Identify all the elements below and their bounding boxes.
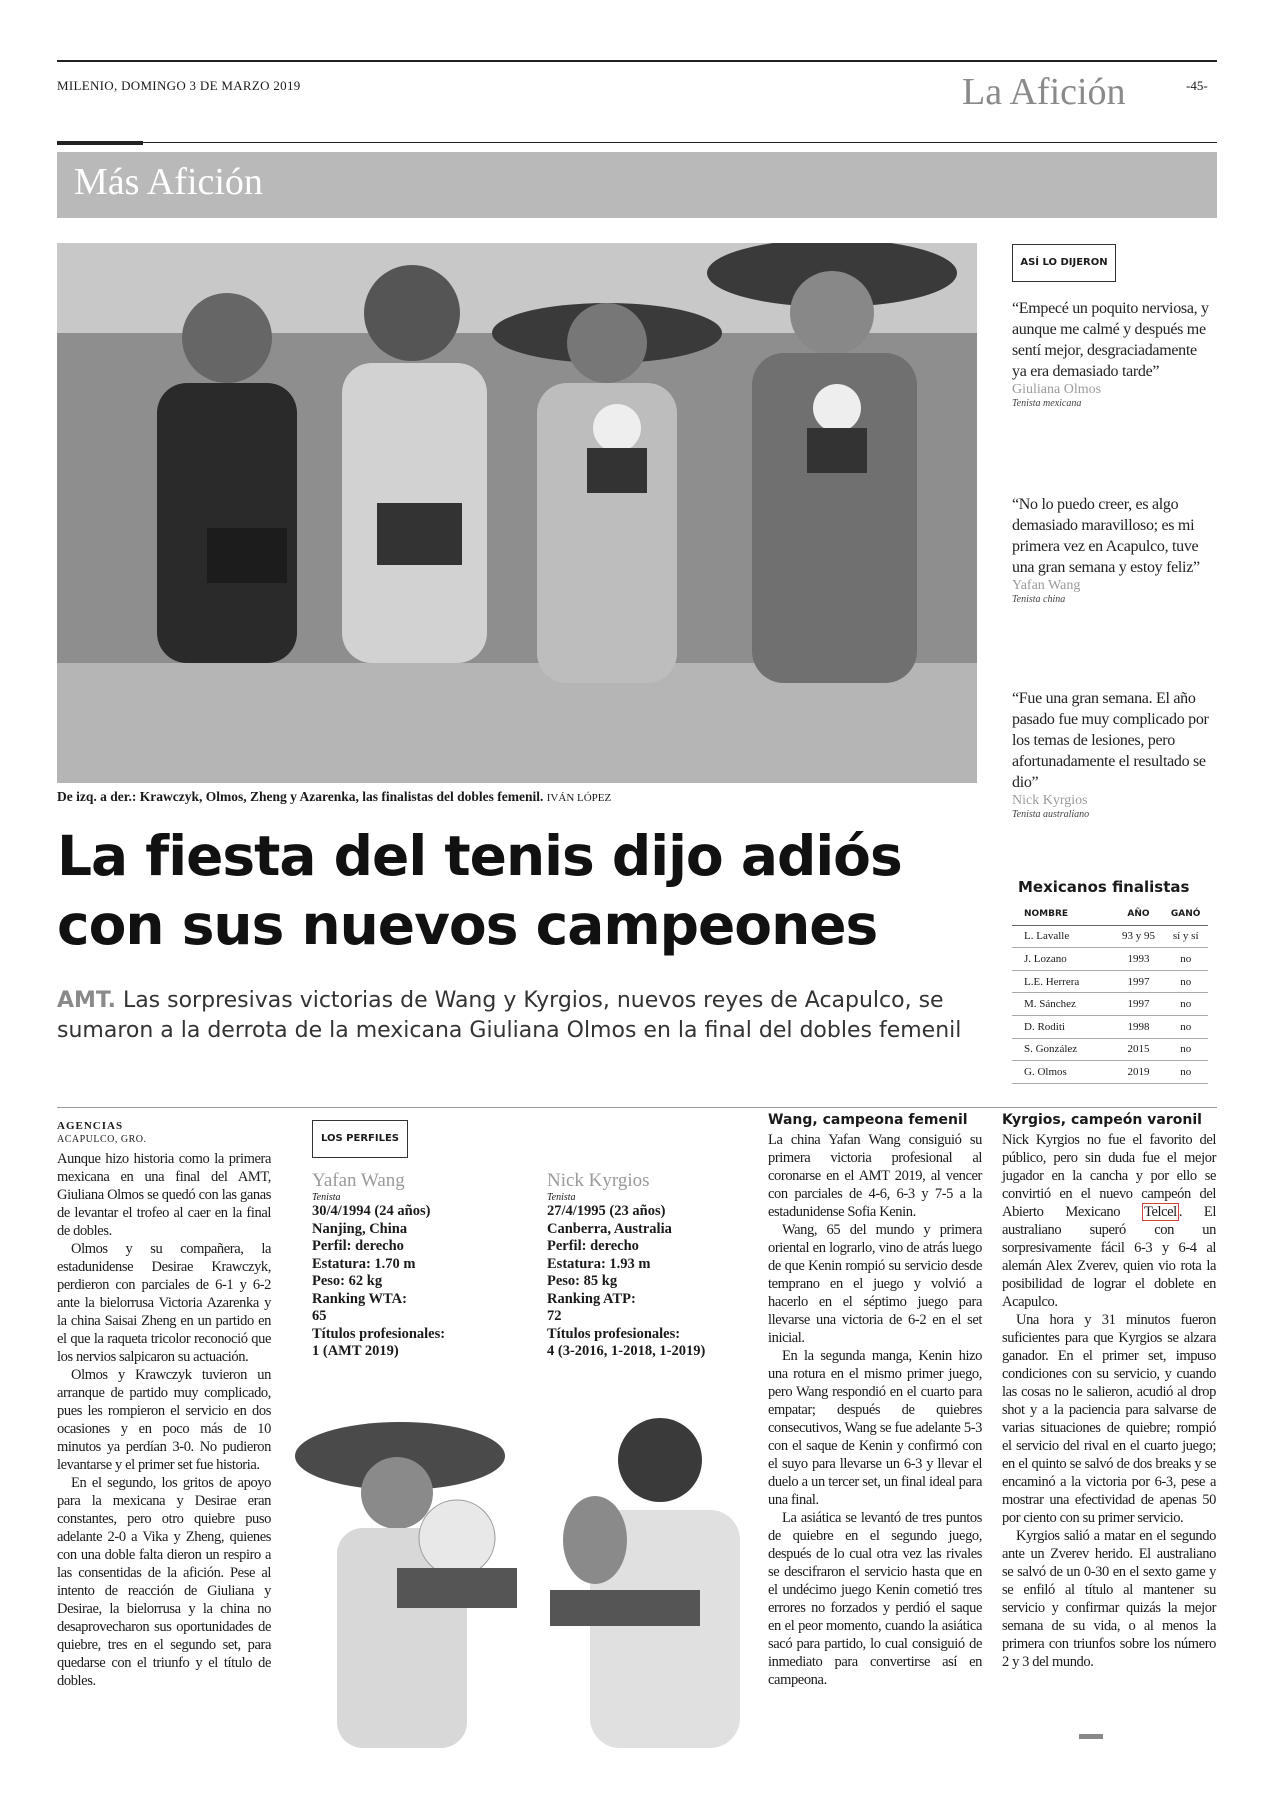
finalists-title: Mexicanos finalistas <box>1018 878 1190 896</box>
stat-line: 1 (AMT 2019) <box>312 1343 399 1359</box>
col-header-won: GANÓ <box>1163 903 1208 925</box>
byline-agency: AGENCIAS <box>57 1120 124 1132</box>
table-row <box>1012 993 1208 1016</box>
cell-won: no <box>1163 1038 1208 1061</box>
profile-wang-role: Tenista <box>312 1192 341 1203</box>
col3-para-4: La asiática se levantó de tres puntos de quiebre en el segundo juego, después de lo cual otra vez las rivales se descifraron el servicio hasta que en el undécimo juego Kenin cometió tres errores no forzados y perdió el saque en el peor momento, cuando la asiática sacó para partido, lo cual consiguió de inmediato para convertirse así en campeona. <box>768 1510 982 1688</box>
profiles-tag: LOS PERFILES <box>312 1120 408 1158</box>
cell-won: sí y sí <box>1163 925 1208 948</box>
dek <box>57 986 987 1046</box>
col4-title: Kyrgios, campeón varonil <box>1002 1112 1202 1128</box>
stat-line: 72 <box>547 1308 562 1324</box>
quote-2-text: “No lo puedo creer, es algo demasiado maravilloso; es mi primera vez en Acapulco, tuve una gran semana y estoy feliz” <box>1012 496 1200 576</box>
cell-won: no <box>1163 970 1208 993</box>
profile-wang-name: Yafan Wang <box>312 1170 405 1191</box>
headline-line-2: con sus nuevos campeones <box>57 893 878 957</box>
quote-2-role: Tenista china <box>1012 594 1066 605</box>
profile-photo-wang-illustration <box>292 1408 522 1748</box>
col1-para-2: Olmos y su compañera, la estadunidense Desirae Krawczyk, perdieron con parciales de 6-1 y 6-2 ante la bielorrusa Victoria Azarenka y la china Saisai Zheng en un partido en el que la raqueta tricolor reconoció que los nervios salpicaron su actuación. <box>57 1241 271 1365</box>
quote-3-role: Tenista australiano <box>1012 809 1090 820</box>
brand-logo: La Afición <box>962 71 1126 113</box>
dateline: MILENIO, DOMINGO 3 DE MARZO 2019 <box>57 78 301 93</box>
cell-year: 2015 <box>1114 1038 1164 1061</box>
col4-para-1 <box>1002 1131 1216 1311</box>
cell-year: 2019 <box>1114 1061 1164 1084</box>
end-mark <box>1079 1734 1103 1739</box>
headline <box>57 822 987 960</box>
quote-1-role: Tenista mexicana <box>1012 398 1082 409</box>
cell-won: no <box>1163 993 1208 1016</box>
profile-photo-kyrgios-illustration <box>535 1400 745 1748</box>
profile-kyrgios-stats <box>547 1203 737 1361</box>
stat-line: Ranking ATP: <box>547 1290 636 1307</box>
main-photo <box>57 243 977 783</box>
dek-text: Las sorpresivas victorias de Wang y Kyrgios, nuevos reyes de Acapulco, se sumaron a la derrota de la mexicana Giuliana Olmos en la final del dobles femenil <box>57 988 962 1043</box>
table-row <box>1012 1061 1208 1084</box>
cell-name: G. Olmos <box>1012 1061 1114 1084</box>
col4-para-1-a: Nick Kyrgios no fue el favorito del público, pero sin duda fue el mejor jugador en la cancha y por ello se convirtió en el nuevo campeón del Abierto Mexicano <box>1002 1132 1216 1220</box>
top-rule <box>57 60 1217 62</box>
column-3 <box>768 1131 982 1689</box>
col1-para-3: Olmos y Krawczyk tuvieron un arranque de partido muy complicado, pues les rompieron el servicio en dos ocasiones y en poco más de 10 minutos ya perdían 3-0. No pudieron levantarse y el primer set fue historia. <box>57 1367 271 1473</box>
table-row <box>1012 970 1208 993</box>
stat-line: Títulos profesionales: <box>547 1325 681 1342</box>
profile-kyrgios <box>547 1170 737 1361</box>
cell-name: M. Sánchez <box>1012 993 1114 1016</box>
stat-line: Canberra, Australia <box>547 1220 672 1237</box>
cell-won: no <box>1163 1061 1208 1084</box>
quote-3-text: “Fue una gran semana. El año pasado fue muy complicado por los temas de lesiones, pero afortunadamente el resultado se dio” <box>1012 690 1209 791</box>
profile-photo-wang <box>292 1408 522 1748</box>
quotes-tag: ASÍ LO DIJERON <box>1012 244 1116 282</box>
profile-wang <box>312 1170 482 1361</box>
stat-line: Estatura: 1.70 m <box>312 1255 416 1272</box>
stat-line: 65 <box>312 1308 327 1324</box>
col3-para-1: La china Yafan Wang consiguió su primera victoria profesional al coronarse en el AMT 2019, al vencer con parciales de 4-6, 6-3 y 7-5 a la estadunidense Sofia Kenin. <box>768 1132 982 1220</box>
finalists-table-wrap <box>1012 903 1208 1084</box>
stat-line: Peso: 62 kg <box>312 1273 383 1289</box>
col-header-year: AÑO <box>1114 903 1164 925</box>
photo-caption <box>57 789 611 805</box>
profile-kyrgios-role: Tenista <box>547 1192 576 1203</box>
cell-name: J. Lozano <box>1012 948 1114 971</box>
col3-para-3: En la segunda manga, Kenin hizo una rotura en el mismo primer juego, pero Wang respondió en el cuarto para empatar; después de quiebres consecutivos, Wang se fue adelante 5-3 con el saque de Kenin y confirmó con el suyo para llevarse un 6-3 y llevar el duelo a un tercer set, un final ideal para una final. <box>768 1348 982 1508</box>
profile-wang-stats <box>312 1203 482 1361</box>
quote-3-name: Nick Kyrgios <box>1012 793 1088 808</box>
table-row <box>1012 925 1208 948</box>
finalists-table <box>1012 903 1208 1084</box>
caption-text: De izq. a der.: Krawczyk, Olmos, Zheng y Azarenka, las finalistas del dobles femenil. <box>57 789 544 804</box>
stat-line: Perfil: derecho <box>312 1238 404 1254</box>
cell-won: no <box>1163 1015 1208 1038</box>
col4-para-1-b: . El australiano superó con un sorpresivamente fácil 6-3 y 6-4 al alemán Alex Zverev, quien vio rota la posibilidad de lograr el doblete en Acapulco. <box>1002 1204 1216 1310</box>
stat-line: 30/4/1994 (24 años) <box>312 1203 431 1219</box>
cell-name: L.E. Herrera <box>1012 970 1114 993</box>
telcel-highlight: Telcel <box>1144 1204 1177 1220</box>
cell-year: 1997 <box>1114 993 1164 1016</box>
cell-year: 1998 <box>1114 1015 1164 1038</box>
stat-line: Nanjing, China <box>312 1220 408 1237</box>
main-photo-illustration <box>57 243 977 783</box>
cell-year: 1997 <box>1114 970 1164 993</box>
col3-para-2: Wang, 65 del mundo y primera oriental en lograrlo, vino de atrás luego de que Kenin rompió su servicio desde temprano en el juego y volvió a hacerlo en el séptimo juego para llevarse una victoria de 6-2 en el set inicial. <box>768 1222 982 1346</box>
stat-line: Títulos profesionales: <box>312 1325 446 1342</box>
caption-credit: IVÁN LÓPEZ <box>546 792 612 804</box>
headline-line-1: La fiesta del tenis dijo adiós <box>57 824 902 888</box>
col-header-name: NOMBRE <box>1012 903 1114 925</box>
stat-line: Ranking WTA: <box>312 1290 407 1307</box>
profile-kyrgios-name: Nick Kyrgios <box>547 1170 650 1191</box>
profile-photo-kyrgios <box>535 1400 745 1748</box>
byline-location: ACAPULCO, GRO. <box>57 1134 147 1145</box>
dek-lead: AMT. <box>57 988 116 1013</box>
header-accent-rule <box>57 141 143 145</box>
stat-line: Peso: 85 kg <box>547 1273 618 1289</box>
quote-3 <box>1012 688 1212 820</box>
col1-para-1: Aunque hizo historia como la primera mexicana en una final del AMT, Giuliana Olmos se quedó con las ganas de levantar el trofeo al caer en la final de dobles. <box>57 1151 271 1239</box>
header-rule <box>57 142 1217 143</box>
quote-1-name: Giuliana Olmos <box>1012 382 1102 397</box>
stat-line: 27/4/1995 (23 años) <box>547 1203 666 1219</box>
page-number: -45- <box>1186 78 1208 93</box>
table-row <box>1012 1015 1208 1038</box>
body-rule <box>57 1107 1217 1108</box>
cell-year: 1993 <box>1114 948 1164 971</box>
cell-name: D. Roditi <box>1012 1015 1114 1038</box>
column-1 <box>57 1150 271 1690</box>
finalists-header-row <box>1012 903 1208 925</box>
table-row <box>1012 948 1208 971</box>
col4-para-2: Una hora y 31 minutos fueron suficientes para que Kyrgios se alzara ganador. En el primer set, impuso condiciones con su servicio, y cuando las cosas no le salieron, acudió al drop shot y a la paciencia para salvarse de varias situaciones de quiebre; rompió el servicio del rival en el cuarto juego; en el quinto se salvó de dos breaks y se encaminó a la victoria por 6-3, pese a mostrar una efectividad de apenas 50 por ciento con su primer servicio. <box>1002 1312 1216 1526</box>
cell-name: L. Lavalle <box>1012 925 1114 948</box>
col4-para-3: Kyrgios salió a matar en el segundo ante un Zverev herido. El australiano se salvó de un 0-30 en el sexto game y se enfiló al título al mantener su servicio y confirmar quizás la mejor semana de su vida, o al menos la primera con triunfos sobre los número 2 y 3 del mundo. <box>1002 1528 1216 1670</box>
quote-1-text: “Empecé un poquito nerviosa, y aunque me calmé y después me sentí mejor, desgraciadamente ya era demasiado tarde” <box>1012 300 1209 380</box>
table-row <box>1012 1038 1208 1061</box>
col1-para-4: En el segundo, los gritos de apoyo para la mexicana y Desirae eran constantes, pero otro quiebre puso adelante 2-0 a Vika y Zheng, quienes con una doble falta dieron un respiro a las consentidas de la afición. Pese al intento de reacción de Giuliana y Desirae, la bielorrusa y la china no desaprovecharon sus oportunidades de quiebre, tres en el segundo set, para quedarse con el triunfo y el título de dobles. <box>57 1475 271 1689</box>
section-title: Más Afición <box>74 161 263 203</box>
stat-line: Perfil: derecho <box>547 1238 639 1254</box>
column-4 <box>1002 1131 1216 1671</box>
stat-line: Estatura: 1.93 m <box>547 1255 651 1272</box>
col3-title: Wang, campeona femenil <box>768 1112 968 1128</box>
stat-line: 4 (3-2016, 1-2018, 1-2019) <box>547 1343 706 1359</box>
cell-year: 93 y 95 <box>1114 925 1164 948</box>
quote-2 <box>1012 494 1212 605</box>
cell-name: S. González <box>1012 1038 1114 1061</box>
quote-2-name: Yafan Wang <box>1012 578 1081 593</box>
quote-1 <box>1012 298 1212 409</box>
cell-won: no <box>1163 948 1208 971</box>
